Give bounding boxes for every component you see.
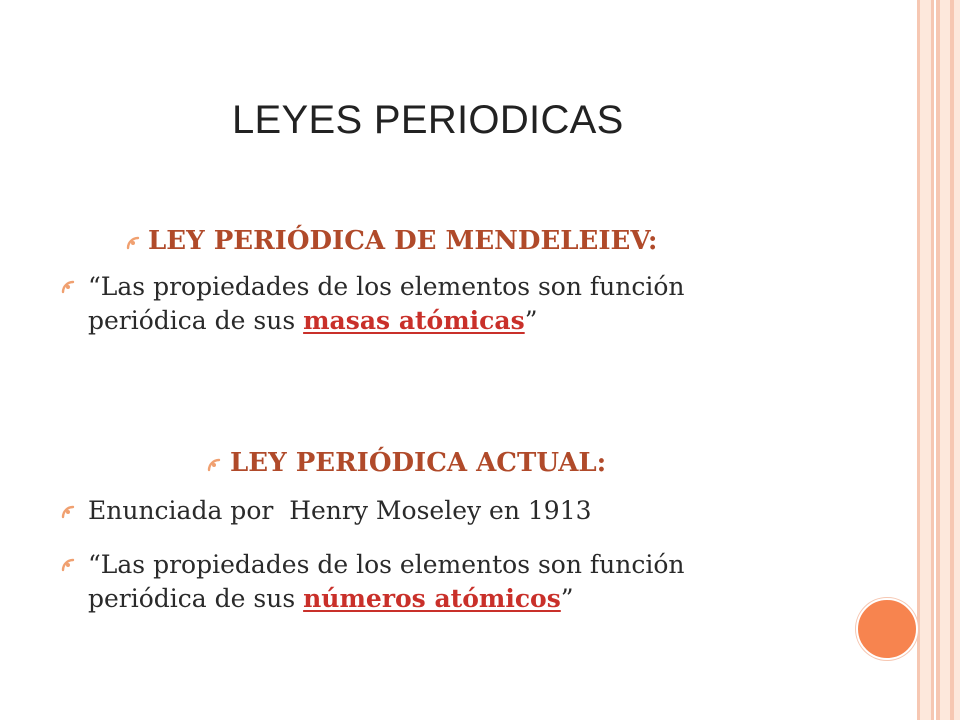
right-border-stripe bbox=[954, 0, 960, 720]
quote-line: “Las propiedades de los elementos son función bbox=[88, 272, 685, 301]
quote-line-prefix: periódica de sus bbox=[88, 584, 304, 613]
quote-line: “Las propiedades de los elementos son función bbox=[88, 550, 685, 579]
quote-line bbox=[88, 582, 685, 616]
quote-close: ” bbox=[524, 306, 538, 335]
quote-close: ” bbox=[560, 584, 574, 613]
bullet-icon bbox=[207, 458, 221, 472]
quote-line-prefix: periódica de sus bbox=[88, 306, 304, 335]
heading-actual: LEY PERIÓDICA ACTUAL: bbox=[230, 448, 607, 478]
quote-actual bbox=[88, 548, 685, 616]
highlight-numeros-atomicos: números atómicos bbox=[303, 584, 561, 613]
decorative-orb bbox=[856, 598, 918, 660]
bullet-icon bbox=[61, 558, 75, 572]
bullet-icon bbox=[61, 280, 75, 294]
statement-moseley: Enunciada por Henry Moseley en 1913 bbox=[88, 496, 592, 525]
right-border-stripe bbox=[920, 0, 931, 720]
right-border-stripe bbox=[940, 0, 950, 720]
quote-mendeleiev bbox=[88, 270, 685, 338]
quote-line bbox=[88, 304, 685, 338]
highlight-masas-atomicas: masas atómicas bbox=[303, 306, 525, 335]
bullet-icon bbox=[61, 505, 75, 519]
slide-title: LEYES PERIODICAS bbox=[232, 98, 624, 142]
bullet-icon bbox=[126, 236, 140, 250]
heading-mendeleiev: LEY PERIÓDICA DE MENDELEIEV: bbox=[148, 226, 658, 256]
